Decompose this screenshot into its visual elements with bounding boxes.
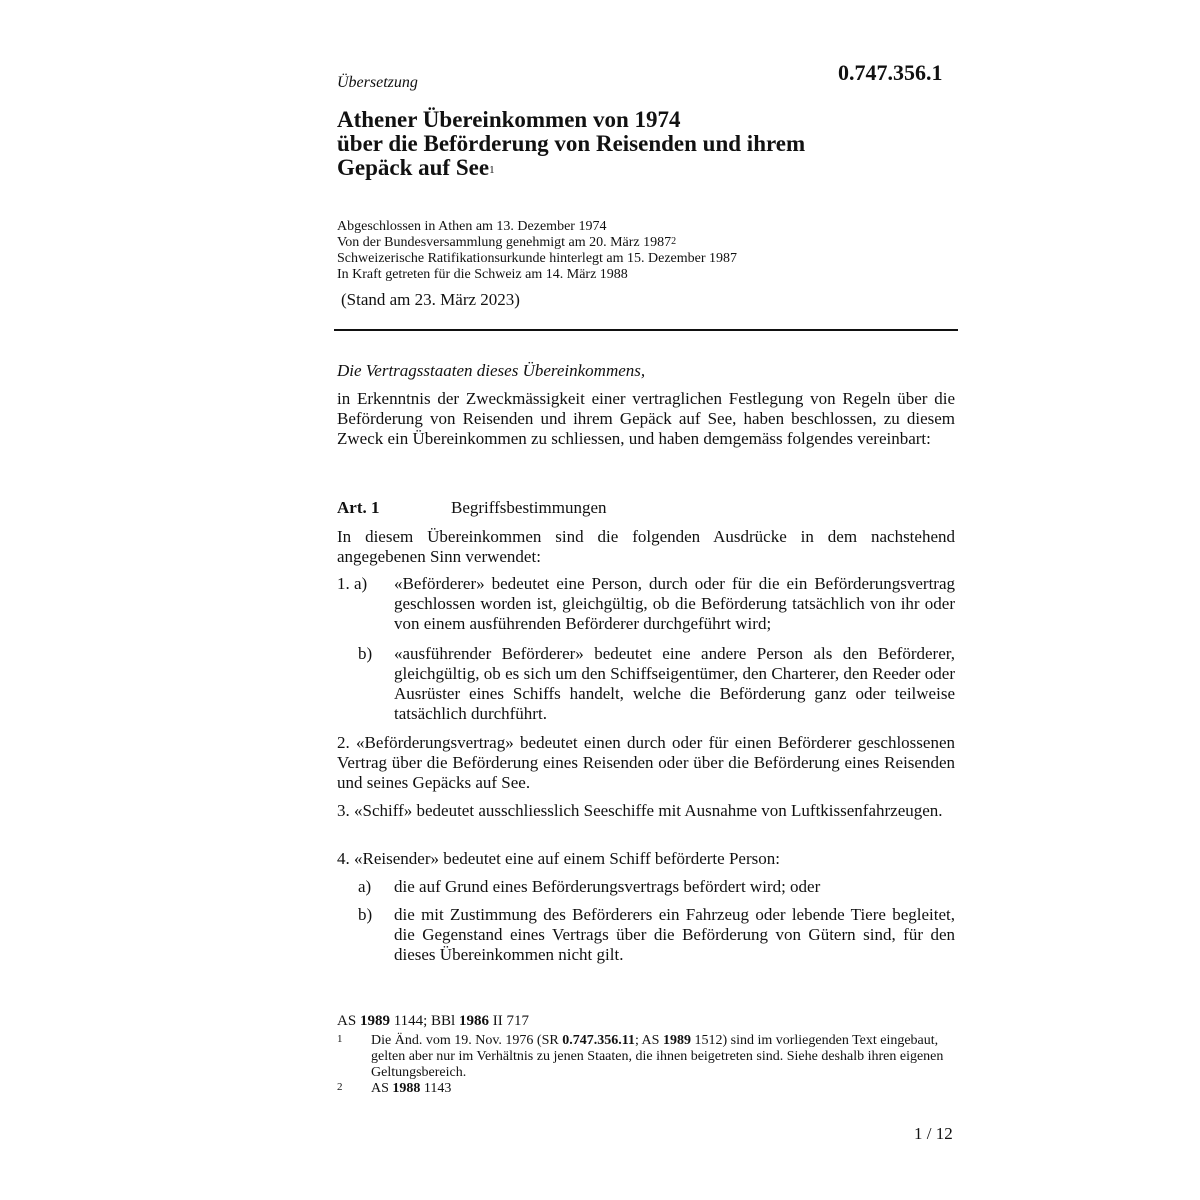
footnote-1-part-b: ; AS	[634, 1033, 660, 1048]
preamble-text: in Erkenntnis der Zweckmässigkeit einer vertraglichen Festlegung von Regeln über die Beförderung von Reisenden und ihrem Gepäck auf See, haben beschlossen, zu diesem Zweck ein Übereinkommen zu schliessen, und haben demgemäss folgendes vereinbart:	[337, 389, 955, 448]
definition-1b-text: «ausführender Beförderer» bedeutet eine andere Person als den Beförderer, gleichgültig, ob es sich um den Schiffseigentümer, den Charterer, den Reeder oder Ausrüster eines Schiffs handelt, welche die Beförderung ganz oder teilweise tatsächlich durchführt.	[394, 644, 955, 723]
footnote-1-year: 1989	[662, 1033, 691, 1048]
status-date: (Stand am 23. März 2023)	[341, 290, 520, 309]
footnote-1-sr-number: 0.747.356.11	[562, 1033, 635, 1048]
definition-4b-marker: b)	[358, 905, 373, 924]
definition-4a-marker: a)	[358, 877, 372, 896]
title-line-2: über die Beförderung von Reisenden und ihrem	[337, 131, 806, 156]
ratified-date: Schweizerische Ratifikationsurkunde hinterlegt am 15. Dezember 1987	[337, 251, 738, 266]
definition-4b-text: die mit Zustimmung des Beförderers ein Fahrzeug oder lebende Tiere begleitet, die Gegenstand eines Vertrags über die Beförderung von Gütern sind, für den dieses Übereinkommen nicht gilt.	[394, 905, 955, 964]
footnote-ref-2[interactable]: 2	[671, 236, 677, 247]
in-force-date: In Kraft getreten für die Schweiz am 14. März 1988	[337, 267, 628, 282]
concluded-date: Abgeschlossen in Athen am 13. Dezember 1974	[337, 219, 607, 234]
article-number: Art. 1	[337, 498, 380, 517]
definition-1a-marker: 1. a)	[337, 574, 368, 593]
treaty-dates	[337, 219, 737, 283]
definition-1b-marker: b)	[358, 644, 373, 663]
page-number: 1 / 12	[914, 1124, 953, 1143]
footnote-2-marker: 2	[337, 1081, 343, 1093]
preamble-intro: Die Vertragsstaaten dieses Übereinkommens,	[337, 361, 646, 380]
source-bbl-page: II 717	[492, 1013, 529, 1029]
footnote-1-part-c: 1512) sind im vorliegenden Text eingebaut, gelten aber nur im Verhältnis zu jenen Staaten, die ihnen beigetreten sind. Siehe deshalb ihren eigenen Geltungsbereich.	[371, 1033, 944, 1080]
title-line-1: Athener Übereinkommen von 1974	[337, 107, 681, 132]
header-divider	[334, 329, 958, 331]
footnote-1	[337, 1033, 955, 1081]
footnote-ref-1[interactable]: 1	[489, 164, 495, 176]
approved-date	[337, 235, 737, 251]
footnote-2-part-b: 1143	[423, 1081, 452, 1096]
footnote-2-year: 1988	[392, 1081, 421, 1096]
source-as-year: 1989	[359, 1013, 390, 1029]
translation-label: Übersetzung	[337, 74, 418, 91]
article-1-heading	[337, 498, 607, 518]
footnote-2	[337, 1081, 955, 1097]
footnote-2-text	[371, 1081, 955, 1097]
definition-4a-text: die auf Grund eines Beförderungsvertrags befördert wird; oder	[394, 877, 821, 896]
footnote-1-part-a: Die Änd. vom 19. Nov. 1976 (SR	[371, 1033, 559, 1048]
footnote-2-part-a: AS	[371, 1081, 389, 1096]
title-line-3	[337, 156, 805, 180]
approved-date-text: Von der Bundesversammlung genehmigt am 20. März 1987	[337, 235, 672, 250]
definition-4: 4. «Reisender» bedeutet eine auf einem Schiff beförderte Person:	[337, 849, 780, 868]
footnote-1-marker: 1	[337, 1033, 343, 1045]
source-bbl-year: 1986	[458, 1013, 489, 1029]
sr-number: 0.747.356.1	[838, 60, 943, 85]
definition-1b	[337, 644, 955, 724]
definition-1a	[337, 574, 955, 634]
document-title	[337, 108, 805, 180]
article-1-intro: In diesem Übereinkommen sind die folgenden Ausdrücke in dem nachstehend angegebenen Sinn verwendet:	[337, 527, 955, 566]
definition-1a-text: «Beförderer» bedeutet eine Person, durch oder für die ein Beförderungsvertrag geschlossen worden ist, gleichgültig, ob die Beförderung tatsächlich von ihr oder von einem ausführenden Beförderer durchgeführt wird;	[394, 574, 955, 633]
definition-2: 2. «Beförderungsvertrag» bedeutet einen durch oder für einen Beförderer geschlossenen Vertrag über die Beförderung eines Reisenden oder über die Beförderung eines Reisenden und seines Gepäcks auf See.	[337, 733, 955, 792]
article-title: Begriffsbestimmungen	[451, 498, 607, 517]
definition-4b	[337, 905, 955, 965]
definition-3: 3. «Schiff» bedeutet ausschliesslich Seeschiffe mit Ausnahme von Luftkissenfahrzeugen.	[337, 801, 943, 820]
source-as-page: 1144; BBl	[393, 1013, 456, 1029]
source-reference	[337, 1013, 529, 1029]
footnote-1-text	[371, 1033, 955, 1081]
title-line-3-text: Gepäck auf See	[337, 155, 490, 180]
definition-4a	[337, 877, 955, 897]
source-as-label: AS	[337, 1013, 357, 1029]
